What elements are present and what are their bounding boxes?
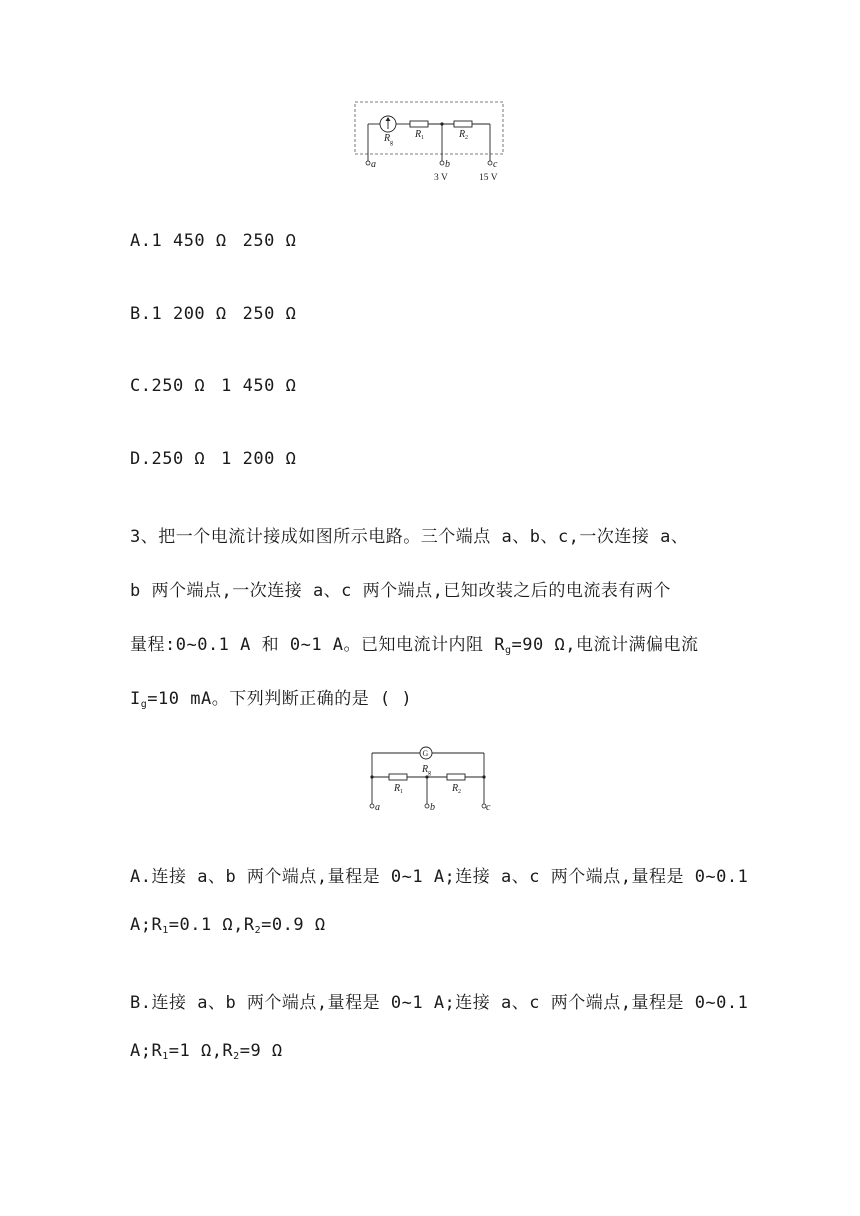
svg-text:R: R (384, 133, 391, 144)
svg-text:g: g (428, 770, 431, 776)
svg-text:R: R (394, 783, 401, 794)
svg-text:R: R (452, 783, 459, 794)
dashed-enclosure (355, 102, 503, 154)
resistor-r1 (389, 774, 407, 780)
option-b: B.1 200 Ω 250 Ω (130, 304, 297, 324)
q3-option-a-line2: $A;R_1=0.1$ $\Omega,R_2=0.9$ Ω (130, 915, 326, 936)
question3-line3: 量程:0~0.1 A 和 0~1 A。已知电流计内阻 $R_g=90$ Ω,电流计满偏电流 (130, 635, 699, 656)
svg-text:b: b (430, 802, 435, 813)
svg-text:1: 1 (400, 789, 403, 795)
resistor-r2 (454, 121, 472, 127)
question3-line1: 3、把一个电流计接成如图所示电路。三个端点 a、b、c,一次连接 a、 (130, 527, 689, 547)
terminal-a (370, 804, 374, 808)
svg-text:c: c (493, 159, 498, 170)
svg-text:2: 2 (458, 789, 461, 795)
question3-line2: b 两个端点,一次连接 a、c 两个端点,已知改装之后的电流表有两个 (130, 581, 671, 601)
svg-text:1: 1 (421, 135, 424, 141)
svg-text:G: G (422, 749, 429, 758)
q3-option-a-line1: A.连接 a、b 两个端点,量程是 0~1 A;连接 a、c 两个端点,量程是 0~0.1 (130, 867, 749, 887)
svg-text:R: R (422, 764, 429, 775)
resistor-r1 (410, 121, 428, 127)
svg-text:b: b (445, 159, 450, 170)
option-c: C.250 Ω 1 450 Ω (130, 376, 297, 396)
q3-option-b-line1: B.连接 a、b 两个端点,量程是 0~1 A;连接 a、c 两个端点,量程是 0~0.1 (130, 993, 749, 1013)
option-a: A.1 450 Ω 250 Ω (130, 231, 297, 251)
svg-text:a: a (375, 802, 380, 813)
circuit-figure-ammeter (364, 744, 494, 820)
svg-text:3 V: 3 V (434, 173, 448, 183)
terminal-a (366, 161, 370, 165)
svg-text:2: 2 (465, 135, 468, 141)
resistor-r2 (447, 774, 465, 780)
svg-text:R: R (459, 129, 466, 140)
svg-text:15 V: 15 V (479, 173, 498, 183)
question3-line4: $I_g=10$ mA。下列判断正确的是 ( ) (130, 689, 413, 710)
svg-text:R: R (415, 129, 422, 140)
terminal-b (425, 804, 429, 808)
svg-text:a: a (371, 159, 376, 170)
q3-option-b-line2: $A;R_1=1$ $\Omega,R_2=9$ Ω (130, 1041, 283, 1062)
svg-text:c: c (486, 802, 491, 813)
circuit-figure-voltmeter (352, 98, 512, 188)
terminal-c (488, 161, 492, 165)
terminal-b (440, 161, 444, 165)
option-d: D.250 Ω 1 200 Ω (130, 449, 297, 469)
svg-text:g: g (390, 140, 393, 146)
